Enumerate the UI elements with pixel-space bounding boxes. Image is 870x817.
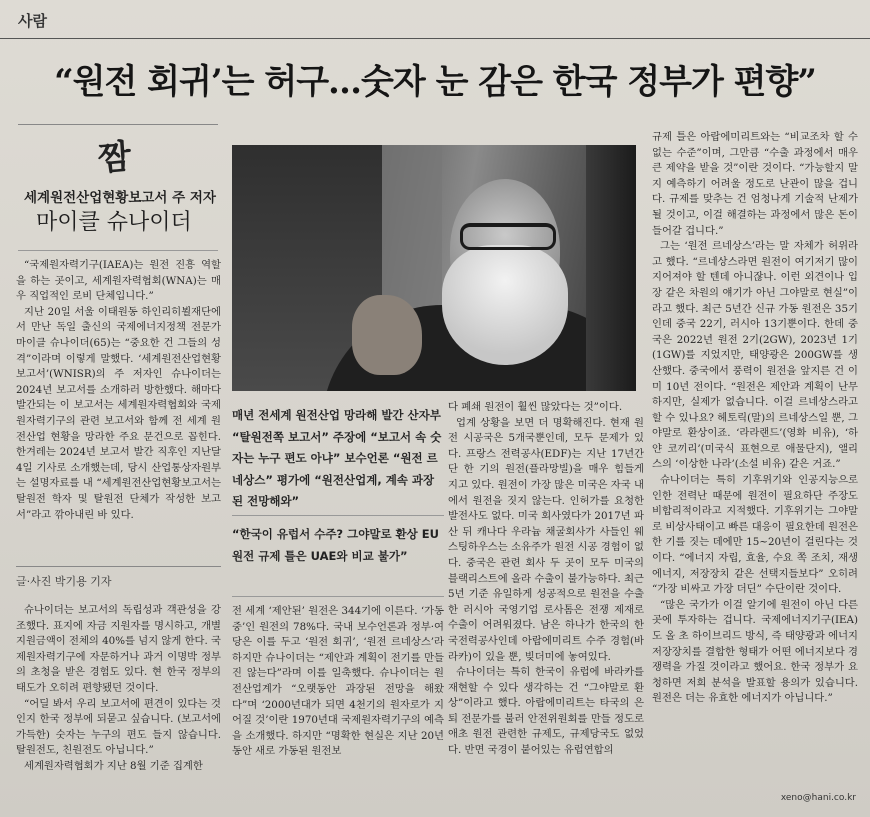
paragraph: 그는 ‘원전 르네상스’라는 말 자체가 허위라고 했다. “르네상스라면 원전이 여기저기 많이 지어져야 할 텐데 아니잖나. 이런 외견이나 입장 같은 차원의 얘기가 아닌 그야말로 현실”이라고 했다. 최근 5년간 신규 가동 원전은 35기인데 중국 22기, 러시아 13기뿐이다. 한데 중국은 2022년 원전 2기(2GW), 2023년 1기(1GW)를 지었지만, 태양광은 200GW를 생산했다. 중국에서 풍력이 원전을 앞지른 건 이미 10년 전이다. “원전은 제안과 계획이 난무하지만, 실제가 없습니다. 이걸 르네상스라고 할 수 있나요? 헤토릭(말)의 르네상스일 뿐, 그야말로 환상이죠. ‘라라랜드’(영화 비유), ‘하얀 코끼리’(미국식 표현으로 애물단지), 앨리스의 ‘이상한 나라’(소설 비유) 같은 거죠.” [652, 240, 858, 471]
paragraph: “많은 국가가 이걸 알기에 원전이 아닌 다른 곳에 투자하는 겁니다. 국제에너지기구(IEA)도 올 초 하이브리드 방식, 즉 태양광과 에너지저장장치를 결합한 형태가 어떤 에너지보다 경쟁력을 가질 것이라고 했어요. 한국 정부가 요청하면 저희 분석을 발표할 용의가 있습니다. 원전은 더는 유효한 에너지가 아닙니다.” [652, 598, 858, 705]
pull-quote: 매년 전세계 원전산업 망라해 발간 산자부 “탈원전쪽 보고서” 주장에 “보고서 속 숫자는 누구 편도 아냐” 보수언론 “원전 르네상스” 평가에 “원전산업계, 계속 과장된 전망해와” [232, 408, 442, 508]
column-rule [18, 124, 218, 125]
paragraph: 지난 20일 서울 이태원동 하인리히뵐재단에서 만난 독일 출신의 국제에너지정책 전문가 마이클 슈나이더(65)는 “중요한 건 그들의 성격”이라며 이렇게 말했다. ‘세계원전산업현황보고서’(WNISR)의 주 저자인 슈나이더는 2024년 보고서를 소개하러 방한했다. 해마다 발간되는 이 보고서는 세계원자력협회와 국제원자력기구의 관련 보고서와 함께 전 세계 원전산업 현황을 망라한 주요 문건으로 꼽힌다. 한겨레는 2024년 보고서 발간 직후인 지난달 4일 기사로 소개했는데, 당시 산업통상자원부는 설명자료를 내 “세계원전산업현황보고서는 탈원전 학자 및 탈원전 단체가 작성한 보고서”라고 깎아내린 바 있다. [16, 305, 221, 521]
reporter-email: xeno@hani.co.kr [780, 793, 856, 803]
glasses-icon [460, 223, 556, 250]
divider [18, 250, 218, 251]
byline: 글·사진 박기용 기자 [16, 575, 112, 588]
article-column-mid-right [448, 400, 644, 759]
byline-block [16, 566, 221, 589]
paragraph: 세계원자력협회가 지난 8월 기준 집계한 [24, 759, 203, 772]
divider [16, 566, 221, 567]
paragraph: 슈나이더는 특히 한국이 유럽에 바라카를 재현할 수 있다 생각하는 건 “그야말로 환상”이라고 했다. 아랍에미리트는 타국의 은퇴 전문가를 불러 안전위원회를 만들 정도로 애초 원전 관련한 규제도, 규제당국도 없었다. 반면 국경이 붙어있는 유럽연합의 [448, 666, 644, 757]
article-column-left [16, 258, 221, 523]
column-label: 짬 [96, 136, 133, 180]
paragraph: 전 세계 ‘제안된’ 원전은 344기에 이른다. ‘가동 중’인 원전의 78%다. 국내 보수언론과 정부·여당은 이를 두고 ‘원전 회귀’, ‘원전 르네상스’라 하지만 슈나이더는 “제안과 계획이 전기를 만들진 않는다”라며 이를 일축했다. 슈나이더는 원전산업계가 “오랫동안 과장된 전망을 해왔다”며 ‘2000년대가 되면 4천기의 원자로가 지어질 것’이란 1970년대 국제원자력기구의 예측을 소개했다. 하지만 “명확한 현실은 지난 20년 동안 새로 가동된 원전보 [232, 605, 444, 758]
subtitle: 세계원전산업현황보고서 주 저자 [24, 190, 216, 206]
section-label: 사람 [18, 12, 47, 30]
article-column-mid-left [232, 604, 444, 760]
article-column-right [652, 130, 858, 707]
paragraph: 업계 상황을 보면 더 명확해진다. 현재 원전 시공국은 5개국뿐인데, 모두 문제가 있다. 프랑스 전력공사(EDF)는 지난 17년간 단 한 기의 원전(플라망빌)을 매우 힘들게 지고 있다. 원전이 가장 많은 미국은 자국 내에서 원전을 짓지 않는다. 인허가를 요청한 발전사도 없다. 미국 회사였다가 2017년 파산 뒤 캐나다 우라늄 채굴회사가 사들인 웨스팅하우스는 소유주가 원전 시공 경험이 없다. 중국은 관련 회사 두 곳이 모두 미국의 블랙리스트에 올라 수출이 불가능하다. 최근 5년 기준 유일하게 성공적으로 원전을 수출한 러시아 국영기업 로사톰은 전쟁 제재로 수출이 어려워졌다. 남은 하나가 한국의 한국전력공사인데 아랍에미리트 수주 경험(바라카)이 있을 뿐, 빚더미에 놓여있다. [448, 416, 644, 663]
person-name: 마이클 슈나이더 [36, 210, 192, 235]
pull-quote: “한국이 유럽서 수주? 그야말로 환상 EU 원전 규제 틀은 UAE와 비교 불가” [232, 527, 439, 563]
divider [232, 596, 444, 597]
paragraph: “국제원자력기구(IAEA)는 원전 진흥 역할을 하는 곳이고, 세계원자력협회(WNA)는 매우 직업적인 로비 단체입니다.” [16, 259, 221, 303]
paragraph: 다 폐쇄 원전이 훨씬 많았다는 것”이다. [448, 401, 623, 413]
paragraph: 슈나이더는 특히 기후위기와 인공지능으로 인한 전력난 때문에 원전이 필요하단 주장도 비합리적이라고 지적했다. 기후위기는 그야말로 비상사태이고 빠른 대응이 필요한데 원전은 한 기를 짓는 데에만 15~20년이 걸린다는 것이다. “에너지 자립, 효율, 수요 쪽 조치, 재생에너지, 저장장치 같은 선택지들보다” 오히려 “가장 비싸고 가장 더딘” 수단이란 것이다. [652, 474, 858, 596]
paragraph: 슈나이더는 보고서의 독립성과 객관성을 강조했다. 표지에 자금 지원자를 명시하고, 개별 지원금액이 전체의 40%를 넘지 않게 한다. 국제원자력기구에 자문하거나 과거 이명박 정부의 초청을 받은 경험도 있다. 현 한국 정부의 태도가 오히려 편향됐던 것이다. [16, 604, 221, 694]
divider [232, 515, 444, 516]
top-rule [0, 38, 870, 39]
headline: “원전 회귀’는 허구…숫자 눈 감은 한국 정부가 편향” [54, 62, 816, 102]
paragraph: 규제 틀은 아랍에미리트와는 “비교조차 할 수 없는 수준”이며, 그만큼 “수출 과정에서 매우 큰 제약을 받을 것”이란 것이다. “가능할지 말지 예측하기 어려울 정도로 난관이 많을 겁니다. 규제를 맞추는 건 엄청나게 기술적 난제가 될 것이고, 이걸 해결하는 과정에서 많은 돈이 들어갈 겁니다.” [652, 131, 858, 237]
paragraph: “어딜 봐서 우리 보고서에 편견이 있다는 것인지 한국 정부에 되묻고 싶습니다. (보고서에 가득한) 숫자는 누구의 편도 들지 않습니다. 탈원전도, 친원전도 아닙니다.” [16, 697, 221, 757]
article-column-left-lower [16, 603, 221, 775]
portrait-photo [232, 145, 636, 391]
